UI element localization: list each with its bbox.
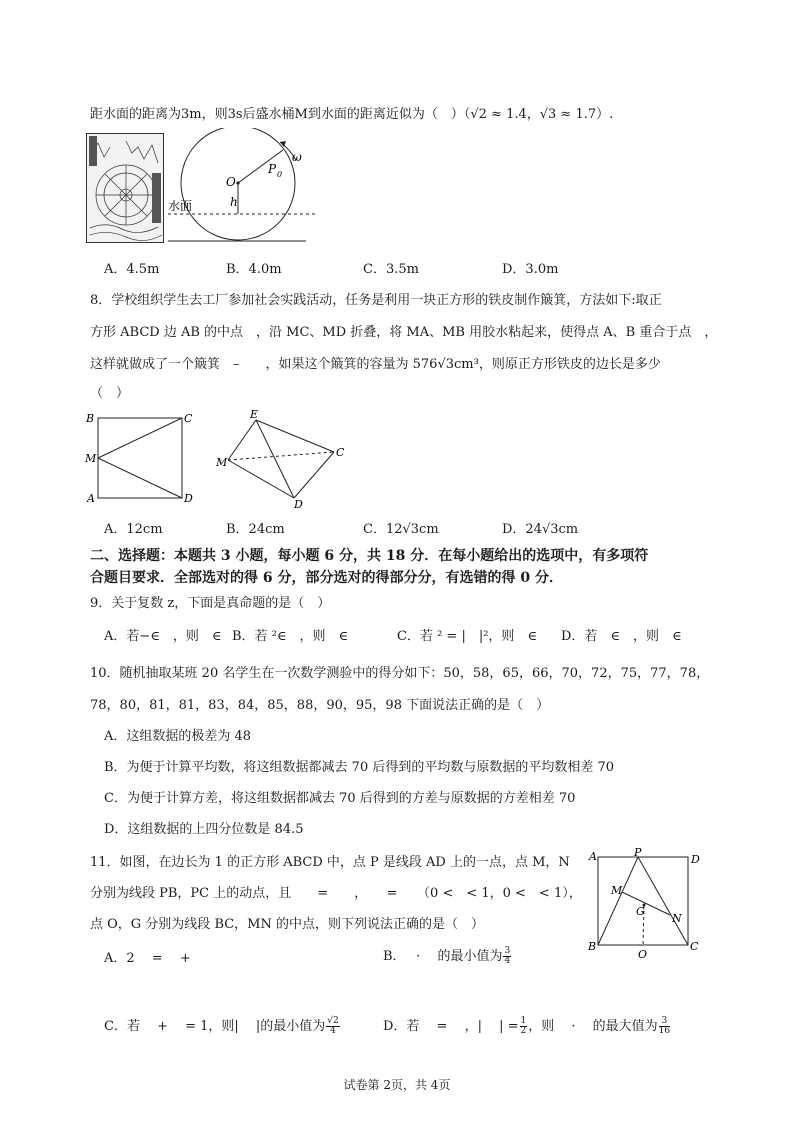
- fraction-numerator: 1: [520, 1016, 527, 1026]
- q11-option-d-fraction1: [520, 1017, 528, 1036]
- fraction-denominator: 2: [520, 1026, 527, 1036]
- fraction-numerator: √2: [327, 1016, 339, 1026]
- q11-option-b-text: B． · 的最小值为: [383, 949, 503, 964]
- label-omega: ω: [292, 150, 302, 164]
- page-footer: 试卷第 2页，共 4页: [343, 1078, 451, 1092]
- q9-option-c: C．若 ² = | |²，则 ∈: [397, 629, 538, 644]
- q8-line3: 这样就做成了一个簸箕 – ，如果这个簸箕的容量为 576√3cm³，则原正方形铁皮的边长是多少: [90, 357, 661, 372]
- q7-option-d: D．3.0m: [502, 262, 559, 277]
- q11-option-c: [104, 1014, 341, 1040]
- q11-label-A: A: [589, 850, 597, 863]
- fig1-label-A: A: [87, 492, 95, 505]
- fraction-numerator: 3: [504, 946, 511, 956]
- q11-label-M: M: [611, 884, 623, 897]
- q7-option-a: A．4.5m: [104, 262, 160, 277]
- q11-option-c-fraction: [326, 1017, 339, 1036]
- q10-option-d: D．这组数据的上四分位数是 84.5: [104, 822, 304, 837]
- q7-option-b: B．4.0m: [226, 262, 282, 277]
- q10-option-b: B．为便于计算平均数，将这组数据都减去 70 后得到的平均数与原数据的平均数相差 70: [104, 760, 615, 775]
- pyramid-diagram: [214, 408, 350, 508]
- fig1-label-M: M: [85, 452, 97, 465]
- fig2-label-D: D: [294, 498, 303, 508]
- label-h: h: [230, 195, 238, 209]
- q11-label-B: B: [588, 940, 597, 953]
- q11-label-G: G: [636, 905, 645, 918]
- q8-option-c: C．12√3cm: [363, 522, 439, 537]
- q10-line1: 10．随机抽取某班 20 名学生在一次数学测验中的得分如下：50，58，65，66，70，72，75，77，78，: [90, 666, 710, 681]
- square-fold-diagram: [84, 410, 194, 506]
- fig2-label-C: C: [336, 446, 345, 459]
- label-P0-sub: 0: [277, 170, 283, 179]
- fig1-label-D: D: [184, 492, 193, 505]
- q9-option-a: A．若−∈ ，则 ∈: [104, 629, 222, 644]
- q11-option-b-fraction: [503, 947, 511, 966]
- q10-option-c: C．为便于计算方差，将这组数据都减去 70 后得到的方差与原数据的方差相差 70: [104, 791, 576, 806]
- q11-label-P: P: [634, 847, 642, 859]
- fig1-label-B: B: [86, 412, 95, 425]
- section2-heading-line2: 合题目要求．全部选对的得 6 分，部分选对的得部分分，有选错的得 0 分．: [90, 570, 563, 586]
- q11-line2: 分别为线段 PB，PC 上的动点，且 = ， = （0 < < 1，0 < < 1），: [90, 886, 582, 901]
- q11-option-d-fraction2: [659, 1017, 670, 1036]
- q11-label-C: C: [690, 940, 699, 953]
- q11-label-N: N: [672, 912, 682, 925]
- q11-label-O: O: [638, 948, 648, 959]
- label-water: 水面: [168, 199, 193, 213]
- q11-square-diagram: [586, 847, 706, 959]
- q8-option-d: D．24√3cm: [502, 522, 579, 537]
- q8-line1: 8．学校组织学生去工厂参加社会实践活动，任务是利用一块正方形的铁皮制作簸箕，方法如下:取正: [90, 293, 662, 308]
- fraction-denominator: 4: [330, 1026, 336, 1036]
- q11-label-D: D: [691, 853, 700, 866]
- q8-line4: （ ）: [90, 386, 130, 401]
- q7-option-c: C．3.5m: [363, 262, 419, 277]
- fig1-label-C: C: [184, 412, 193, 425]
- q8-option-b: B．24cm: [226, 522, 285, 537]
- q9-option-b: B．若 ²∈ ，则 ∈: [232, 629, 349, 644]
- label-O: O: [226, 175, 236, 189]
- q8-option-a: A．12cm: [104, 522, 163, 537]
- q9-option-d: D．若 ∈ ，则 ∈: [561, 629, 682, 644]
- q9-stem: 9．关于复数 z，下面是真命题的是（ ）: [90, 596, 331, 611]
- q11-line1: 11．如图，在边长为 1 的正方形 ABCD 中，点 P 是线段 AD 上的一点，点 M，N: [90, 855, 570, 870]
- label-P0: P: [268, 162, 277, 176]
- fraction-denominator: 4: [504, 956, 511, 966]
- q11-option-d: [383, 1014, 671, 1040]
- section2-heading-line1: 二、选择题：本题共 3 小题，每小题 6 分，共 18 分．在每小题给出的选项中，有多项符: [90, 548, 649, 564]
- fraction-numerator: 3: [659, 1017, 670, 1027]
- q10-option-a: A．这组数据的极差为 48: [104, 729, 252, 744]
- q11-option-b: [383, 944, 512, 970]
- q11-line3: 点 O，G 分别为线段 BC，MN 的中点，则下列说法正确的是（ ）: [90, 917, 484, 932]
- q11-option-d-text2: ，则 · 的最大值为: [528, 1019, 658, 1034]
- q10-line2: 78，80，81，81，83，84，85，88，90，95，98 下面说法正确的是（ ）: [90, 698, 550, 713]
- fig2-label-M: M: [216, 456, 228, 469]
- q11-option-d-text1: D．若 = ，| | =: [383, 1019, 519, 1034]
- fig2-label-E: E: [250, 408, 259, 421]
- q8-line2: 方形 ABCD 边 AB 的中点 ，沿 MC、MD 折叠，将 MA、MB 用胶水粘起来，使得点 A、B 重合于点 ，: [90, 325, 718, 340]
- circle-diagram: [168, 128, 318, 246]
- q7-stem-tail: 距水面的距离为3m，则3s后盛水桶M到水面的距离近似为（ ）（√2 ≈ 1.4，√3 ≈ 1.7）.: [90, 107, 614, 122]
- fraction-denominator: 16: [658, 1026, 671, 1036]
- waterwheel-photo: [86, 133, 164, 243]
- q11-option-c-text: C．若 + = 1，则| |的最小值为: [104, 1019, 326, 1034]
- q11-option-a: A．2 = +: [104, 951, 191, 966]
